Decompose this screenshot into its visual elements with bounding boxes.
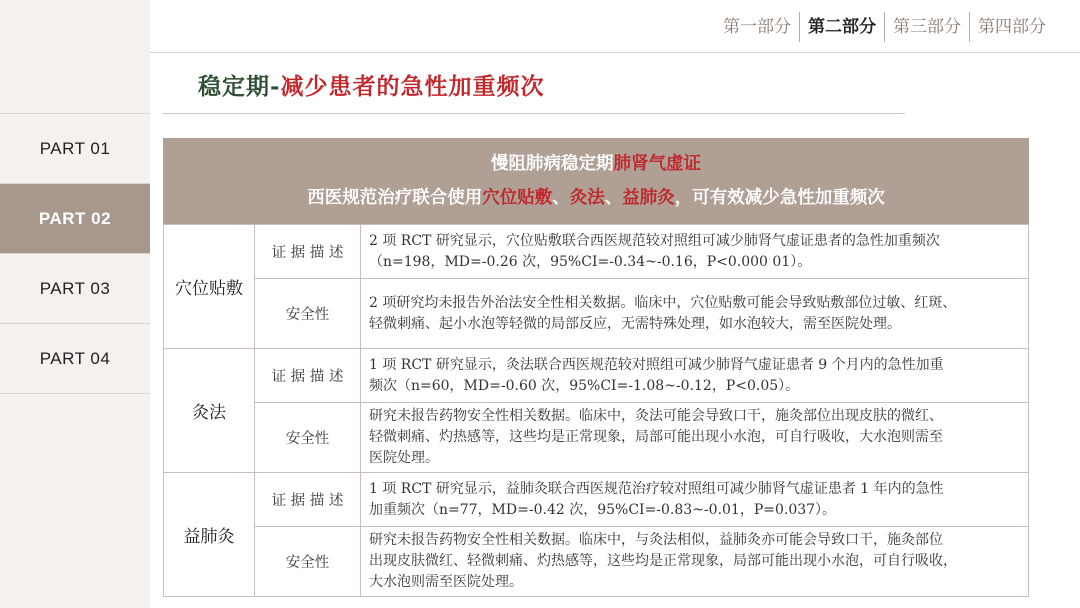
sidebar-item-label: PART 04 bbox=[39, 348, 111, 368]
table-header bbox=[163, 138, 1029, 224]
safety-label-cell: 安全性 bbox=[255, 527, 361, 597]
evidence-table-body bbox=[163, 224, 1029, 597]
table-header-line-1 bbox=[491, 147, 701, 181]
category-cell: 穴位贴敷 bbox=[164, 225, 255, 349]
sidebar-item-label: PART 03 bbox=[39, 278, 111, 298]
evidence-content-cell bbox=[361, 349, 1029, 403]
content-line: 1 项 RCT 研究显示，益肺灸联合西医规范治疗较对照组可减少肺肾气虚证患者 1 年内的急性 bbox=[369, 480, 944, 497]
page-title-highlight: 减少患者的急性加重频次 bbox=[280, 73, 545, 100]
content-line: 研究未报告药物安全性相关数据。临床中，灸法可能会导致口干，施灸部位出现皮肤的微红、 bbox=[369, 408, 943, 424]
nav-item-part-2[interactable]: 第二部分 bbox=[799, 12, 884, 42]
table-row bbox=[164, 225, 1029, 279]
content-line: 医院处理。 bbox=[369, 450, 439, 466]
safety-content-cell bbox=[361, 403, 1029, 473]
nav-item-part-4[interactable]: 第四部分 bbox=[969, 12, 1054, 42]
evidence-content-cell bbox=[361, 225, 1029, 279]
table-row bbox=[164, 473, 1029, 527]
sidebar-item-part-04[interactable] bbox=[0, 323, 150, 393]
content-line: 轻微刺痛、起小水泡等轻微的局部反应，无需特殊处理，如水泡较大，需至医院处理。 bbox=[369, 315, 901, 332]
header-highlight: 肺肾气虚证 bbox=[613, 154, 701, 174]
safety-content-cell bbox=[361, 279, 1029, 349]
content-line: 加重频次（n=77，MD=-0.42 次，95%CI=-0.83~-0.01，P=0.037）。 bbox=[369, 501, 837, 518]
header-highlight: 益肺灸 bbox=[622, 188, 675, 208]
evidence-content-cell bbox=[361, 473, 1029, 527]
evidence-label-cell: 证 据 描 述 bbox=[255, 225, 361, 279]
table-row bbox=[164, 403, 1029, 473]
title-divider bbox=[163, 113, 905, 114]
sidebar-divider bbox=[0, 393, 150, 394]
header-separator: 、 bbox=[604, 188, 623, 208]
sidebar-item-part-01[interactable] bbox=[0, 113, 150, 183]
page-title bbox=[198, 68, 545, 101]
content-line: 出现皮肤微红、轻微刺痛、灼热感等，这些均是正常现象，局部可能出现小水泡，可自行吸收， bbox=[369, 553, 957, 569]
safety-content-cell bbox=[361, 527, 1029, 597]
nav-item-part-3[interactable]: 第三部分 bbox=[884, 12, 969, 42]
safety-label-cell: 安全性 bbox=[255, 279, 361, 349]
content-line: 2 项研究均未报告外治法安全性相关数据。临床中，穴位贴敷可能会导致贴敷部位过敏、红斑、 bbox=[369, 294, 957, 311]
header-highlight: 灸法 bbox=[569, 188, 605, 208]
evidence-table bbox=[163, 138, 1029, 597]
content-line: 研究未报告药物安全性相关数据。临床中，与灸法相似，益肺灸亦可能会导致口干，施灸部位 bbox=[369, 532, 943, 548]
content-line: 1 项 RCT 研究显示，灸法联合西医规范较对照组可减少肺肾气虚证患者 9 个月内的急性加重 bbox=[369, 356, 944, 373]
top-nav bbox=[715, 12, 1054, 42]
content-line: 频次（n=60，MD=-0.60 次，95%CI=-1.08~-0.12，P<0.05）。 bbox=[369, 377, 800, 394]
content-line: 大水泡则需至医院处理。 bbox=[369, 574, 523, 590]
header-separator: 、 bbox=[552, 188, 570, 208]
header-highlight: 穴位贴敷 bbox=[482, 188, 553, 208]
category-cell: 灸法 bbox=[164, 349, 255, 473]
header-text: 西医规范治疗联合使用 bbox=[307, 188, 483, 208]
table-header-line-2 bbox=[307, 181, 885, 215]
evidence-label-cell: 证 据 描 述 bbox=[255, 349, 361, 403]
safety-label-cell: 安全性 bbox=[255, 403, 361, 473]
sidebar-item-part-02[interactable] bbox=[0, 183, 150, 253]
table-row bbox=[164, 349, 1029, 403]
sidebar-item-part-03[interactable] bbox=[0, 253, 150, 323]
category-cell: 益肺灸 bbox=[164, 473, 255, 597]
table-row bbox=[164, 527, 1029, 597]
header-text: 慢阻肺病稳定期 bbox=[491, 154, 614, 174]
sidebar-item-label: PART 01 bbox=[39, 138, 111, 158]
table-row bbox=[164, 279, 1029, 349]
content-line: 轻微刺痛、灼热感等，这些均是正常现象，局部可能出现小水泡，可自行吸收，大水泡则需至 bbox=[369, 429, 943, 445]
page-title-prefix: 稳定期- bbox=[198, 73, 281, 100]
sidebar bbox=[0, 0, 150, 608]
header-text: ，可有效减少急性加重频次 bbox=[674, 188, 885, 208]
content-line: 2 项 RCT 研究显示，穴位贴敷联合西医规范较对照组可减少肺肾气虚证患者的急性加重频次 bbox=[369, 232, 940, 249]
content-line: （n=198，MD=-0.26 次，95%CI=-0.34~-0.16，P<0.000 01）。 bbox=[369, 253, 812, 270]
sidebar-item-label: PART 02 bbox=[38, 208, 112, 228]
nav-item-part-1[interactable]: 第一部分 bbox=[723, 17, 791, 37]
evidence-label-cell: 证 据 描 述 bbox=[255, 473, 361, 527]
top-divider bbox=[150, 52, 1080, 53]
